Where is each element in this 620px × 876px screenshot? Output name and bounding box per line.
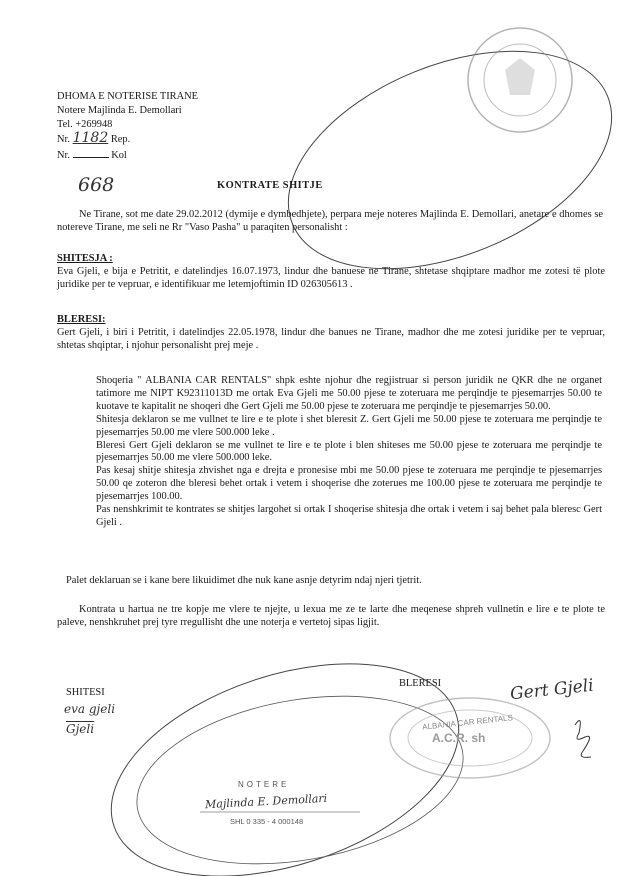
seller-signature-label: SHITESI: [66, 687, 105, 698]
declaration-paragraph: Palet deklaruan se i kane bere likuidimet dhe nuk kane asnje detyrim ndaj njeri tjetrit.: [66, 575, 422, 586]
pen-ellipse-bottom: [84, 624, 485, 876]
buyer-paragraph: Gert Gjeli, i biri i Petritit, i datelindjes 22.05.1978, lindur dhe banues ne Tirane, madhor dhe me zotesi juridike per te vepruar, shtetas shqiptar, i njohur personalisht prej meje .: [57, 327, 605, 351]
handwritten-number: 668: [78, 174, 115, 196]
company-stamp-name: ALBANIA CAR RENTALS: [421, 713, 514, 732]
seller-signature-2: Gjeli: [66, 722, 95, 736]
notary-stamp-code: SHL 0 335 - 4 000148: [230, 817, 304, 826]
closing-paragraph: Kontrata u hartua ne tre kopje me vlere te njejte, u lexua me ze te larte dhe meqenese shpreh vullnetin e lire e te plote te paleve, nenshkruhet prej tyre rregullisht dhe une noterja e vertetoj sipas ligjit.: [57, 604, 605, 628]
document-title: KONTRATE SHITJE: [217, 180, 323, 191]
phone-number: Tel. +269948: [57, 119, 113, 130]
kol-label: Kol: [111, 150, 127, 161]
rep-label: Rep.: [110, 134, 131, 145]
buyer-heading: BLERESI:: [57, 314, 106, 325]
seller-paragraph: Eva Gjeli, e bija e Petritit, e datelindjes 16.07.1973, lindur dhe banuese ne Tirane, shtetase shqiptare madhor me zotesi të plote juridike per te vepruar, e identifikuar me letemjoftimin ID 026305613 .: [57, 266, 605, 290]
nr-label-2: Nr.: [57, 150, 70, 161]
notary-round-stamp-top: [468, 28, 572, 132]
nr-label: Nr.: [57, 134, 70, 145]
buyer-signature: Gert Gjeli: [509, 675, 595, 705]
company-stamp-short: A.C.R. sh: [432, 731, 486, 745]
kol-blank: [73, 147, 109, 158]
kol-line: [57, 147, 127, 162]
term-4: Pas kesaj shitje shitesja zhvishet nga e drejta e pronesise mbi me 50.00 pjese te zoteruara me perqindje te pjesemarrjes 50.00 qe zoteron dhe bleresi behet ortak i vetem i shoqerise dhe zoterues me 100.00 pjese te zoteruara me perqindje te pjesemarrjes 100.00.: [96, 465, 602, 503]
office-name: DHOMA E NOTERISE TIRANE: [57, 91, 198, 102]
notary-signature: Majlinda E. Demollari: [204, 791, 328, 812]
intro-paragraph: Ne Tirane, sot me date 29.02.2012 (dymije e dymbedhjete), perpara meje noteres Majlinda E. Demollari, anetare e dhomes se notereve Tirane, me seli ne Rr "Vaso Pasha" u paraqiten personalisht :: [57, 209, 603, 233]
pen-ellipse-bottom-2: [124, 673, 477, 876]
term-1: Shoqeria " ALBANIA CAR RENTALS" shpk eshte njohur dhe regjistruar si person juridik ne QKR dhe ne organet tatimore me NIPT K92311013D me ortak Eva Gjeli me 50.00 pjese te zoteruara me perqindje te pjesemarrjes 50.00 te kuotave te kapitalit ne shoqeri dhe Gert Gjeli me 50.00 pjese te zoteruara me perqindje te pjesemarrjes 50.00.: [96, 375, 602, 412]
rep-number: 1182: [72, 130, 109, 146]
buyer-signature-label: BLERESI: [399, 678, 442, 689]
rep-line: [57, 132, 130, 146]
term-3: Bleresi Gert Gjeli deklaron se me vullnet te lire e te plote i blen shiteses me 50.00 pjese te zoteruara me perqindje te pjesemarrjes 50.00 me vlere 500.000 leke.: [96, 439, 602, 464]
term-2: Shitesja deklaron se me vullnet te lire e te plote i shet bleresit Z. Gert Gjeli me 50.00 pjese te zoteruara me perqindje te pjesemarrjes 50.00 me vlere 500.000 leke .: [96, 413, 602, 438]
notary-name: Notere Majlinda E. Demollari: [57, 105, 182, 116]
term-5: Pas nenshkrimit te kontrates se shitjes largohet si ortak I shoqerise shitesja dhe ortak i vetem i saj behet pala bleresc Gert Gjeli .: [96, 504, 602, 528]
seller-heading: SHITESJA :: [57, 253, 113, 264]
notary-stamp-label: NOTERE: [238, 780, 290, 789]
terms-block: [96, 375, 602, 530]
seller-signature-1: eva gjeli: [64, 702, 116, 716]
